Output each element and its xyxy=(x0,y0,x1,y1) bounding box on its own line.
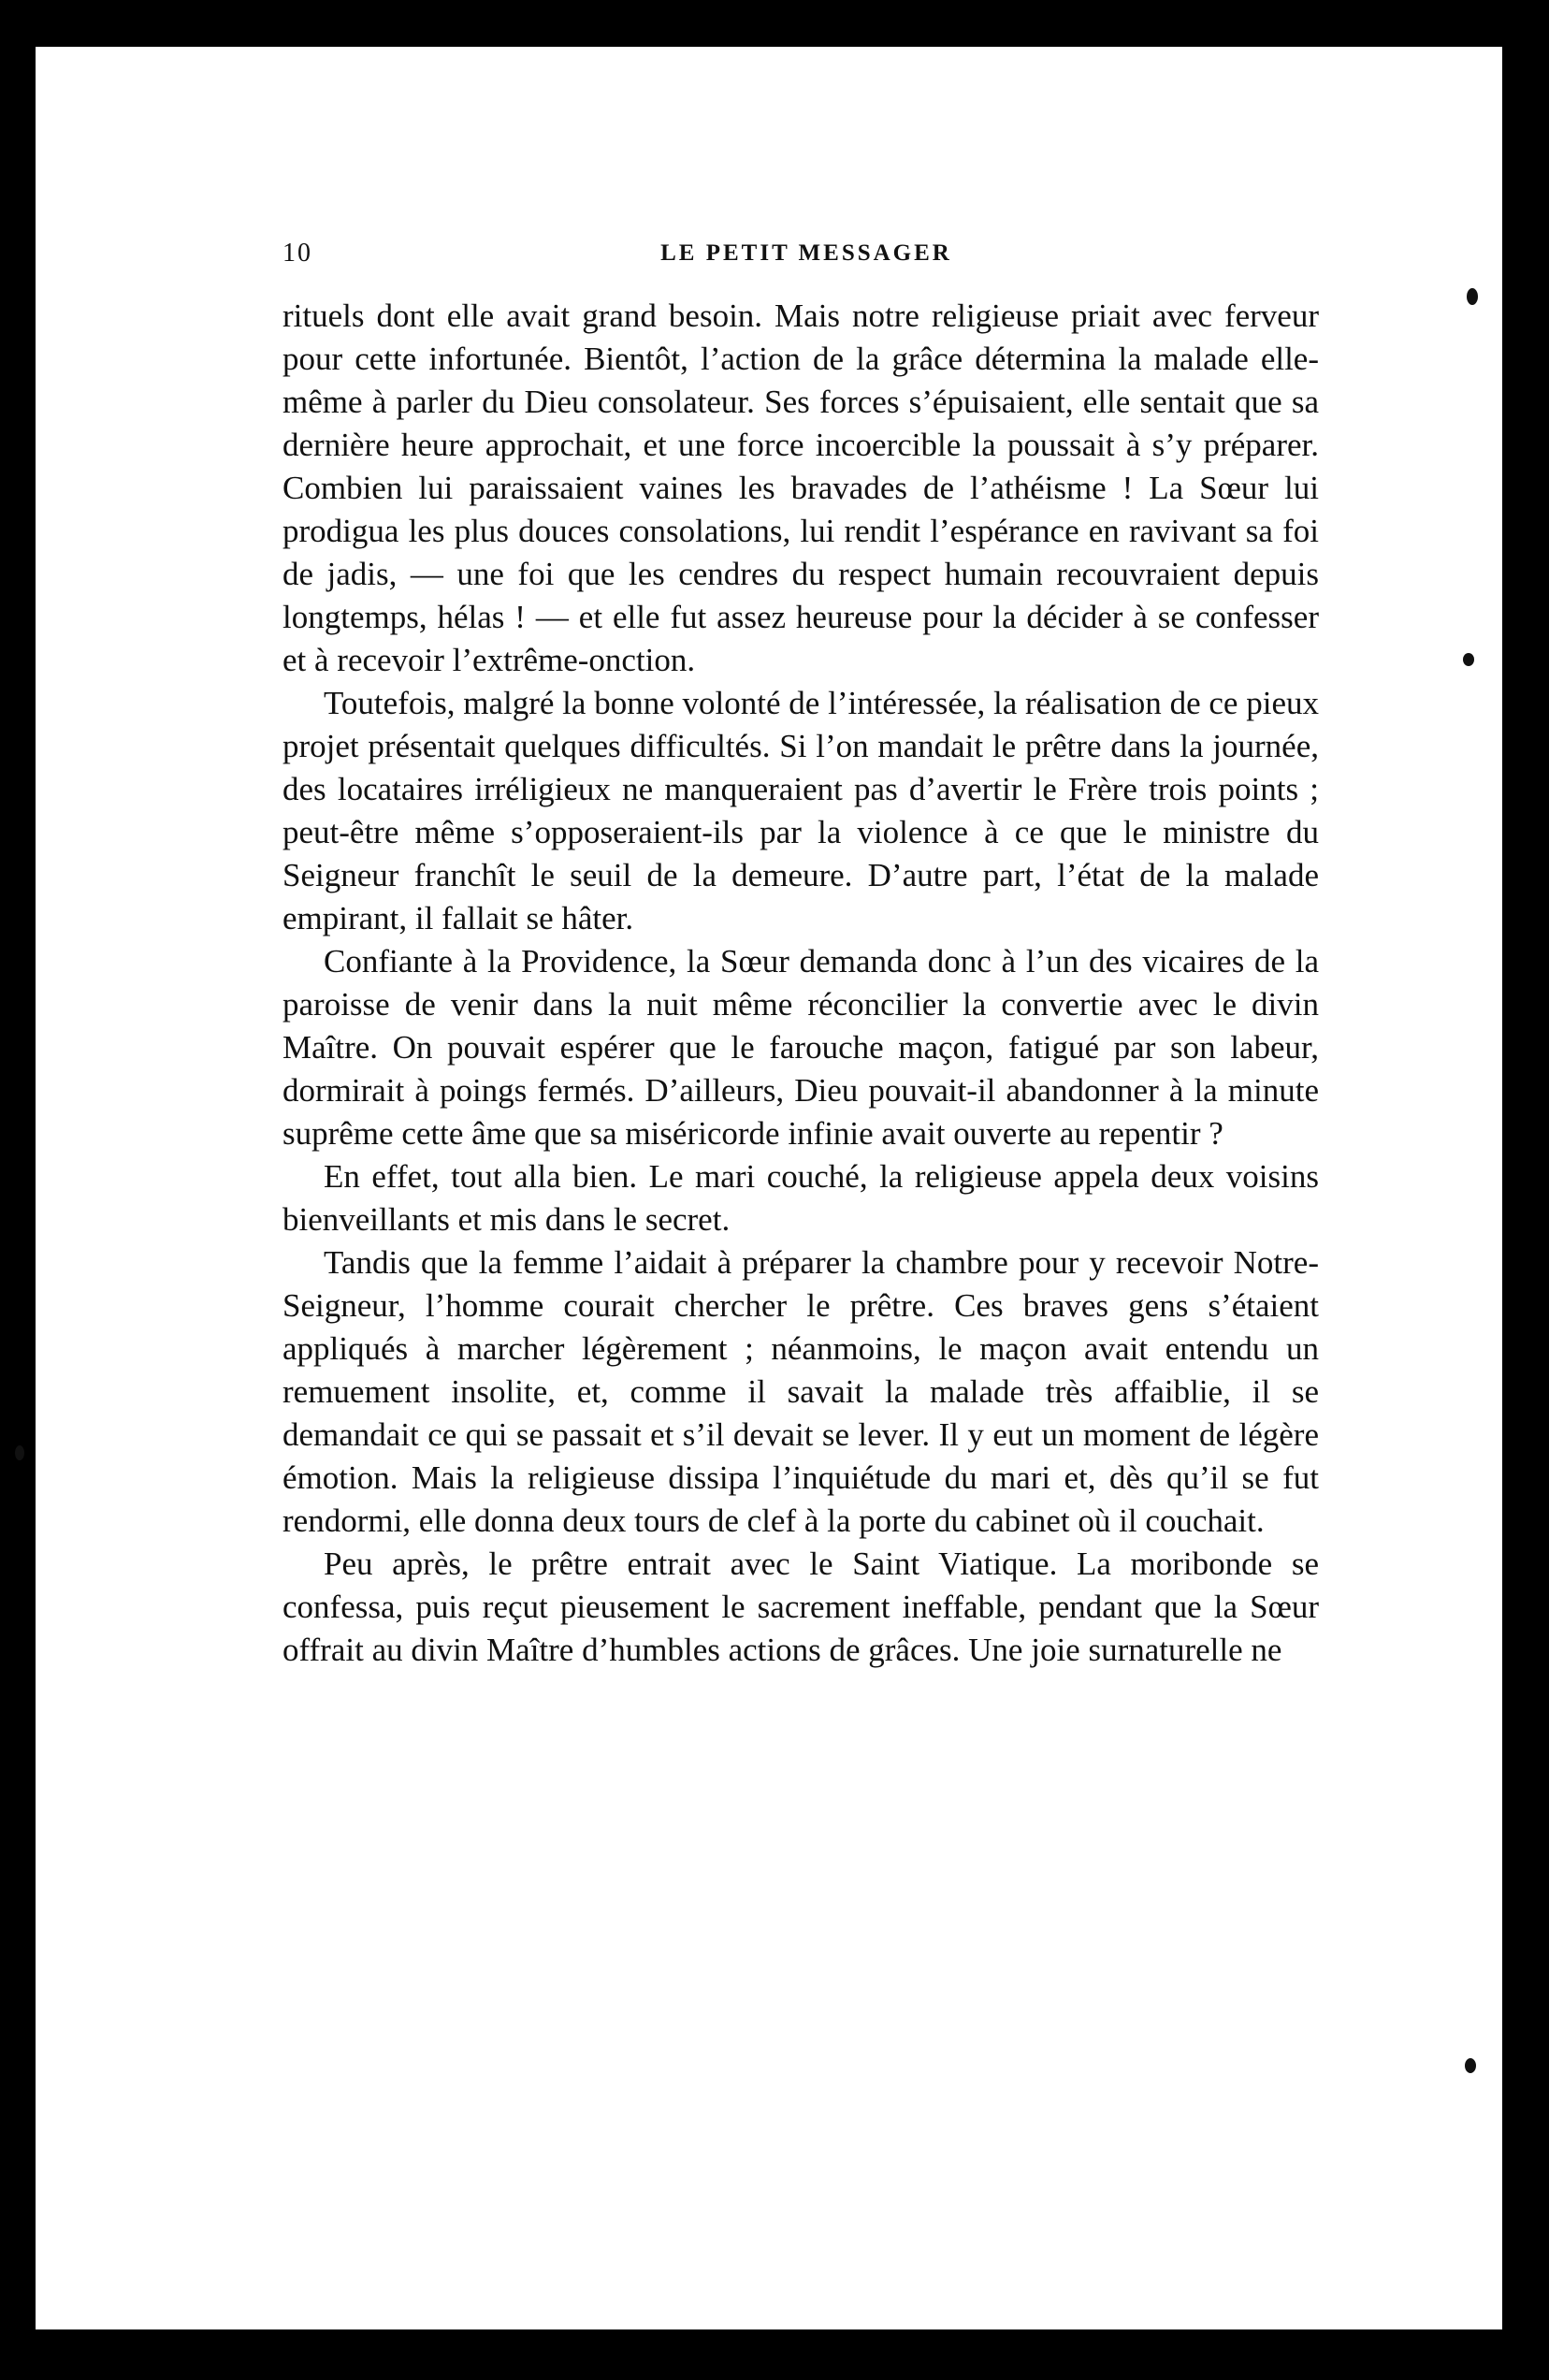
scan-speck xyxy=(1465,2058,1476,2073)
page-number: 10 xyxy=(282,239,312,268)
paragraph: Tandis que la femme l’aidait à préparer la chambre pour y recevoir Notre-Seigneur, l’homme courait chercher le prêtre. Ces braves gens s’étaient appliqués à marcher légèrement ; néanmoins, le maçon avait entendu un remuement insolite, et, comme il savait la malade très affaiblie, il se demandait ce qui se passait et s’il devait se lever. Il y eut un moment de légère émotion. Mais la religieuse dissipa l’inquiétude du mari et, dès qu’il se fut rendormi, elle donna deux tours de clef à la porte du cabinet où il couchait. xyxy=(282,1244,1319,1539)
body-text xyxy=(282,295,1319,1672)
running-head xyxy=(282,239,1319,276)
running-title: LE PETIT MESSAGER xyxy=(660,240,952,266)
scan-edge xyxy=(1502,47,1549,2329)
paragraph: Confiante à la Providence, la Sœur demanda donc à l’un des vicaires de la paroisse de venir dans la nuit même réconcilier la convertie avec le divin Maître. On pouvait espérer que le farouche maçon, fatigué par son labeur, dormirait à poings fermés. D’ailleurs, Dieu pouvait-il abandonner à la minute suprême cette âme que sa miséricorde infinie avait ouverte au repentir ? xyxy=(282,943,1319,1152)
scan-speck xyxy=(1463,653,1474,666)
scan-speck xyxy=(15,1445,24,1460)
scan-speck xyxy=(1467,288,1478,305)
paragraph: Peu après, le prêtre entrait avec le Saint Viatique. La moribonde se confessa, puis reçut pieusement le sacrement ineffable, pendant que la Sœur offrait au divin Maître d’humbles actions de grâces. Une joie surnaturelle ne xyxy=(282,1546,1319,1668)
paragraph: Toutefois, malgré la bonne volonté de l’intéressée, la réalisation de ce pieux projet présentait quelques difficultés. Si l’on mandait le prêtre dans la journée, des locataires irréligieux ne manqueraient pas d’avertir le Frère trois points ; peut-être même s’opposeraient-ils par la violence à ce que le ministre du Seigneur franchît le seuil de la demeure. D’autre part, l’état de la malade empirant, il fallait se hâter. xyxy=(282,685,1319,936)
paragraph: rituels dont elle avait grand besoin. Mais notre religieuse priait avec ferveur pour cette infortunée. Bientôt, l’action de la grâce détermina la malade elle-même à parler du Dieu consolateur. Ses forces s’épuisaient, elle sentait que sa dernière heure approchait, et une force incoercible la poussait à s’y préparer. Combien lui paraissaient vaines les bravades de l’athéisme ! La Sœur lui prodigua les plus douces consolations, lui rendit l’espérance en ravivant sa foi de jadis, — une foi que les cendres du respect humain recouvraient depuis longtemps, hélas ! — et elle fut assez heureuse pour la décider à se confesser et à recevoir l’extrême-onction. xyxy=(282,298,1319,678)
paragraph: En effet, tout alla bien. Le mari couché, la religieuse appela deux voisins bienveillants et mis dans le secret. xyxy=(282,1158,1319,1238)
